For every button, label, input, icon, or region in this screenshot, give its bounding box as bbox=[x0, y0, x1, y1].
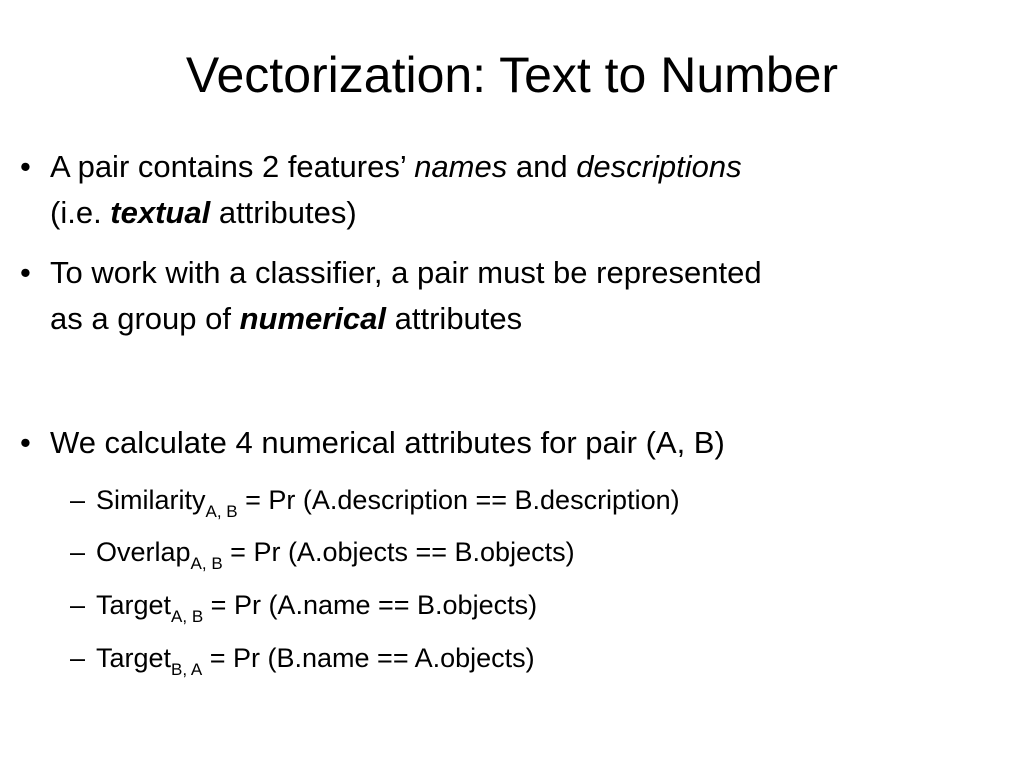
dash-icon: – bbox=[70, 643, 86, 673]
attribute-name: Target bbox=[96, 643, 172, 673]
text-run: attributes) bbox=[210, 195, 357, 230]
sub-item-text bbox=[96, 585, 537, 625]
attribute-name: Target bbox=[96, 590, 172, 620]
emphasis-numerical: numerical bbox=[239, 301, 387, 336]
bullet-icon: • bbox=[20, 149, 31, 184]
attribute-name: Similarity bbox=[96, 485, 206, 515]
attribute-formula: = Pr (A.objects == B.objects) bbox=[222, 537, 575, 567]
text-run: as a group of bbox=[50, 301, 240, 336]
text-run: (i.e. bbox=[50, 195, 111, 230]
attribute-formula: = Pr (B.name == A.objects) bbox=[202, 643, 535, 673]
bullet-icon: • bbox=[20, 255, 31, 290]
attribute-subscript: A, B bbox=[205, 502, 238, 521]
text-run: attributes bbox=[386, 301, 523, 336]
emphasis-descriptions: descriptions bbox=[576, 149, 742, 184]
attribute-formula: = Pr (A.name == B.objects) bbox=[203, 590, 538, 620]
bullet-text bbox=[50, 250, 762, 342]
bullet-icon: • bbox=[20, 425, 31, 460]
text-run: and bbox=[507, 149, 577, 184]
dash-icon: – bbox=[70, 485, 86, 515]
dash-icon: – bbox=[70, 590, 86, 620]
sub-item-text bbox=[96, 480, 680, 520]
bullet-line bbox=[50, 296, 762, 342]
attribute-subscript: A, B bbox=[171, 607, 204, 626]
text-run: A pair contains 2 features’ bbox=[50, 149, 415, 184]
attribute-formula: = Pr (A.description == B.description) bbox=[237, 485, 680, 515]
dash-icon: – bbox=[70, 537, 86, 567]
bullet-line: To work with a classifier, a pair must be represented bbox=[50, 255, 762, 290]
bullet-text bbox=[50, 144, 742, 236]
bullet-line: We calculate 4 numerical attributes for pair (A, B) bbox=[50, 425, 725, 460]
bullet-line bbox=[50, 190, 742, 236]
sub-item-text bbox=[96, 532, 575, 572]
slide-title: Vectorization: Text to Number bbox=[185, 47, 839, 103]
bullet-text bbox=[50, 420, 725, 466]
bullet-line bbox=[50, 144, 742, 190]
attribute-subscript: A, B bbox=[190, 554, 223, 573]
attribute-subscript: B, A bbox=[171, 660, 203, 679]
emphasis-names: names bbox=[414, 149, 508, 184]
sub-item-text bbox=[96, 638, 535, 678]
attribute-name: Overlap bbox=[96, 537, 191, 567]
emphasis-textual: textual bbox=[110, 195, 211, 230]
